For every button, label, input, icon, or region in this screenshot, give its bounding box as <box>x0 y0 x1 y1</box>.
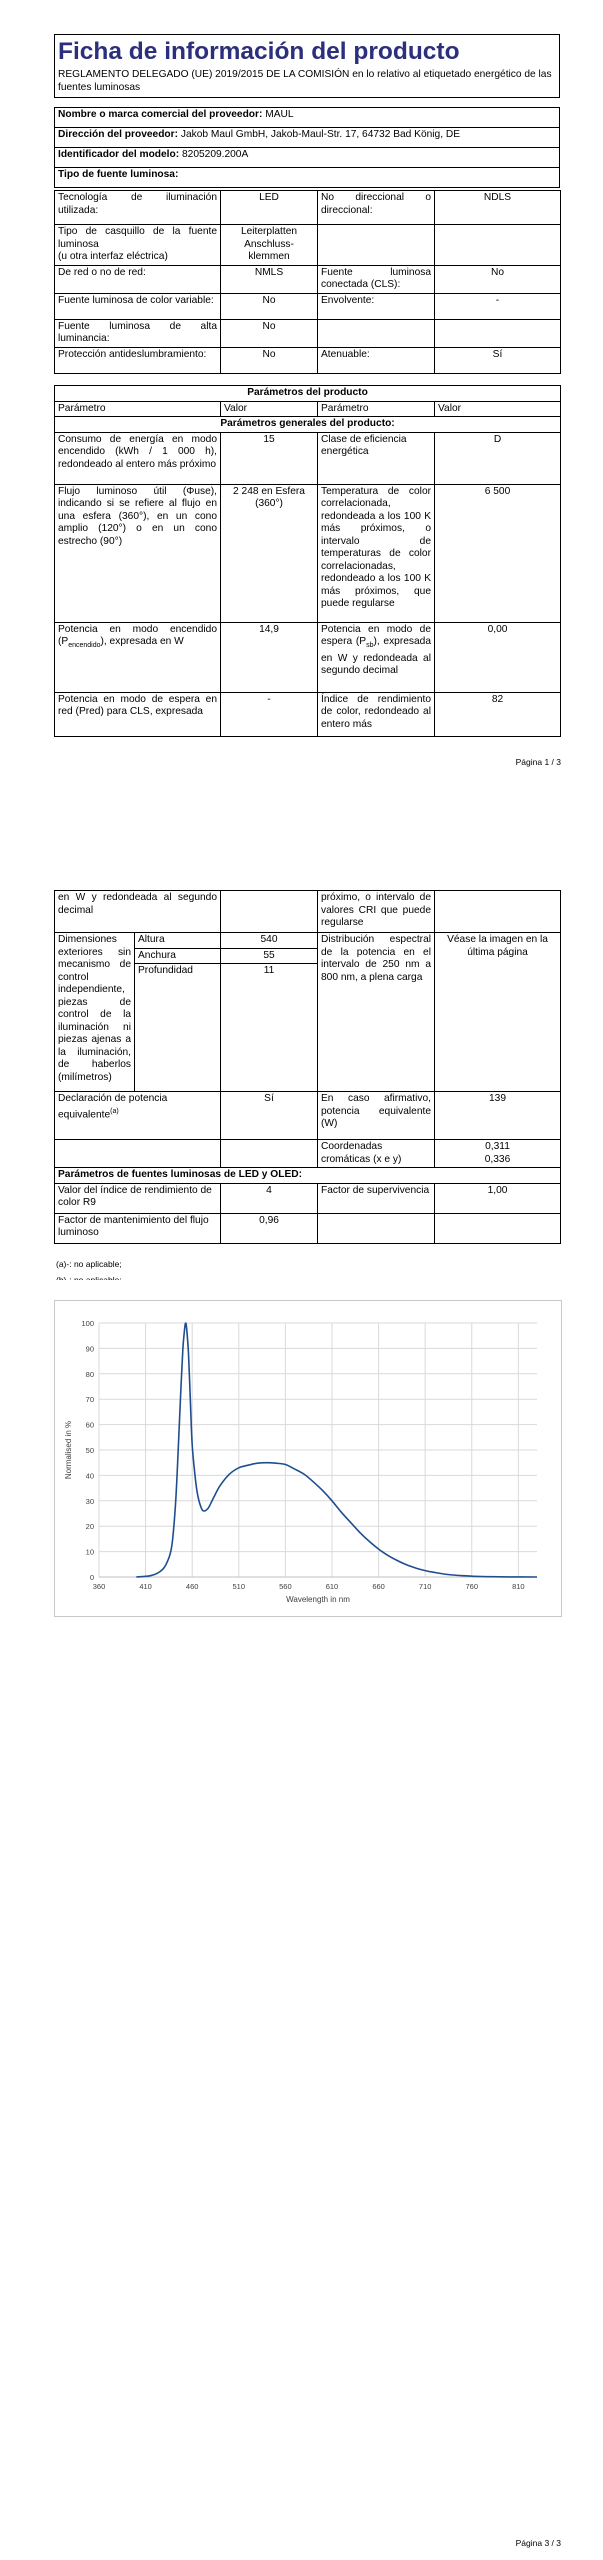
flux-label: Flujo luminoso útil (Φuse), indicando si se refiere al flujo en una esfera (360°), en un cono amplio (120°) o en un cono estrecho (90°) <box>55 484 221 622</box>
supplier-name-label: Nombre o marca comercial del proveedor: <box>58 109 263 120</box>
x-tick-label: 610 <box>325 1582 339 1591</box>
type-label-1: Tipo de casquillo de la fuente luminosa (u otra interfaz eléctrica) <box>55 225 221 266</box>
chroma-y: 0,336 <box>484 1153 511 1165</box>
type-label-3: Fuente luminosa de color variable: <box>55 293 221 319</box>
footnote-a: (a)-: no aplicable; <box>56 1259 122 1269</box>
equivalent-watt-label: En caso afirmativo, potencia equivalente (W) <box>318 1092 435 1140</box>
y-tick-label: 60 <box>85 1420 94 1430</box>
y-tick-label: 0 <box>89 1573 94 1582</box>
type-label-2: De red o no de red: <box>55 265 221 293</box>
model-label: Identificador del modelo: <box>58 149 180 160</box>
general-header-row <box>55 417 561 433</box>
chromaticity-label: Coordenadas cromáticas (x e y) <box>318 1140 435 1168</box>
equivalent-power-label: Declaración de potencia equivalente$^{(a)}$ <box>55 1092 221 1140</box>
type-value2-3: - <box>435 293 561 319</box>
params-header: Parámetros del producto <box>55 386 561 402</box>
type-value-3: No <box>221 293 318 319</box>
type-label-5: Protección antideslumbramiento: <box>55 347 221 373</box>
x-tick-label: 410 <box>139 1582 152 1591</box>
type-value2-5: Sí <box>435 347 561 373</box>
type-row-0 <box>55 191 561 225</box>
regulation-text: REGLAMENTO DELEGADO (UE) 2019/2015 DE LA COMISIÓN en lo relativo al etiquetado energético de las fuentes luminosas <box>58 69 552 93</box>
param-row-flux <box>55 484 561 622</box>
dimension-row-height <box>55 933 561 949</box>
page-number-3: Página 3 / 3 <box>515 2538 561 2548</box>
dim-value-height: 540 <box>221 933 318 949</box>
x-tick-label: 660 <box>372 1582 385 1591</box>
y-tick-label: 30 <box>85 1496 94 1506</box>
dim-value-width: 55 <box>221 948 318 964</box>
type-value-2: NMLS <box>221 265 318 293</box>
standby-label: Potencia en modo de espera $(P_{sb})$, expresada en W y redondeada al segundo decimal <box>318 622 435 692</box>
chromaticity-values <box>435 1140 561 1168</box>
supplier-name-value: MAUL <box>265 109 294 120</box>
cri-value: 82 <box>435 692 561 736</box>
supplier-table <box>54 107 560 188</box>
r9-label: Valor del índice de rendimiento de color R9 <box>55 1183 221 1213</box>
standby-value: 0,00 <box>435 622 561 692</box>
r9-value: 4 <box>221 1183 318 1213</box>
param-row-network-standby-part1 <box>55 692 561 736</box>
y-tick-label: 20 <box>85 1522 94 1532</box>
efficiency-value: D <box>435 432 561 484</box>
model-value: 8205209.200A <box>181 149 249 160</box>
param-row-network-standby-part2 <box>55 891 561 933</box>
network-standby-value: - <box>221 692 318 736</box>
network-standby-label-part1: Potencia en modo de espera en red (Pred) para CLS, expresada <box>55 692 221 736</box>
dim-name-depth: Profundidad <box>135 964 221 1092</box>
model-row <box>55 148 560 168</box>
x-axis-label: Wavelength in nm <box>286 1595 350 1604</box>
cct-label: Temperatura de color correlacionada, redondeada a los 100 K más próximos, o intervalo de temperaturas de color correlacionadas, redondeado a los 100 K más próximos, que puede regularse <box>318 484 435 622</box>
document-header <box>54 34 560 98</box>
led-header: Parámetros de fuentes luminosas de LED y OLED: <box>55 1168 561 1184</box>
y-tick-label: 80 <box>85 1369 94 1379</box>
params-columns-row <box>55 401 561 417</box>
product-parameters-table <box>54 385 561 737</box>
type-value2-1 <box>435 225 561 266</box>
document-title: Ficha de información del producto <box>58 38 460 65</box>
page-1 <box>0 0 603 780</box>
cct-value: 6 500 <box>435 484 561 622</box>
x-tick-label: 810 <box>512 1582 525 1591</box>
y-tick-label: 90 <box>85 1344 94 1354</box>
type-label: Tipo de fuente luminosa: <box>55 168 560 188</box>
type-row <box>55 168 560 188</box>
type-row-4 <box>55 319 561 347</box>
dim-name-width: Anchura <box>135 948 221 964</box>
type-label2-4 <box>318 319 435 347</box>
type-value-5: No <box>221 347 318 373</box>
network-standby-label-part2: en W y redondeada al segundo decimal <box>55 891 221 933</box>
spectral-chart-svg <box>55 1301 563 1618</box>
energy-label: Consumo de energía en modo encendido (kWh / 1 000 h), redondeado al entero más próximo <box>55 432 221 484</box>
param-row-power <box>55 622 561 692</box>
y-tick-label: 70 <box>85 1395 94 1405</box>
col-value-1: Valor <box>221 401 318 417</box>
power-on-value: 14,9 <box>221 622 318 692</box>
col-param-2: Parámetro <box>318 401 435 417</box>
supplier-name-row <box>55 108 560 128</box>
y-axis-label: Normalised in % <box>64 1420 73 1480</box>
led-header-row <box>55 1168 561 1184</box>
col-value-2: Valor <box>435 401 561 417</box>
x-tick-label: 710 <box>418 1582 432 1591</box>
type-value2-4 <box>435 319 561 347</box>
type-value-0: LED <box>221 191 318 225</box>
page-number-1: Página 1 / 3 <box>515 757 561 767</box>
spectral-chart <box>54 1300 562 1617</box>
efficiency-label: Clase de eficiencia energética <box>318 432 435 484</box>
power-on-label: Potencia en modo encendido $(P_{encendido})$, expresada en W <box>55 622 221 692</box>
x-tick-label: 510 <box>232 1582 246 1591</box>
y-tick-label: 50 <box>85 1446 94 1455</box>
survival-label: Factor de supervivencia <box>318 1183 435 1213</box>
equivalent-power-value: Sí <box>221 1092 318 1140</box>
type-label2-1 <box>318 225 435 266</box>
type-row-2 <box>55 265 561 293</box>
maintenance-value: 0,96 <box>221 1213 318 1243</box>
x-tick-label: 560 <box>279 1582 292 1591</box>
chroma-x: 0,311 <box>485 1141 510 1152</box>
product-parameters-table-cont <box>54 890 561 1244</box>
y-tick-label: 100 <box>81 1319 94 1328</box>
type-label-0: Tecnología de iluminación utilizada: <box>55 191 221 225</box>
dim-value-depth: 11 <box>221 964 318 1092</box>
dim-name-height: Altura <box>135 933 221 949</box>
dimensions-label: Dimensiones exteriores sin mecanismo de control independiente, piezas de control de la iluminación ni piezas ajenas a la iluminación, de haberlos (milímetros) <box>55 933 135 1092</box>
cri-label-part2: próximo, o intervalo de valores CRI que puede regularse <box>318 891 435 933</box>
x-tick-label: 460 <box>185 1582 199 1591</box>
light-source-type-table <box>54 190 561 374</box>
param-row-energy <box>55 432 561 484</box>
supplier-address-value: Jakob Maul GmbH, Jakob-Maul-Str. 17, 64732 Bad König, DE <box>180 129 461 140</box>
x-tick-label: 360 <box>92 1582 106 1591</box>
chromaticity-row <box>55 1140 561 1168</box>
type-label2-2: Fuente luminosa conectada (CLS): <box>318 265 435 293</box>
type-value2-0: NDLS <box>435 191 561 225</box>
supplier-address-row <box>55 128 560 148</box>
equivalent-watt-value: 139 <box>435 1092 561 1140</box>
type-label-4: Fuente luminosa de alta luminancia: <box>55 319 221 347</box>
led-row-r9 <box>55 1183 561 1213</box>
type-label2-5: Atenuable: <box>318 347 435 373</box>
col-param-1: Parámetro <box>55 401 221 417</box>
type-label2-0: No direccional o direccional: <box>318 191 435 225</box>
y-tick-label: 10 <box>85 1547 94 1557</box>
spectral-dist-value: Véase la imagen en la última página <box>435 933 561 1092</box>
energy-value: 15 <box>221 432 318 484</box>
type-value-4: No <box>221 319 318 347</box>
type-value2-2: No <box>435 265 561 293</box>
page-3 <box>0 1280 603 2560</box>
led-row-maintenance <box>55 1213 561 1243</box>
general-header: Parámetros generales del producto: <box>55 417 561 433</box>
type-row-3 <box>55 293 561 319</box>
y-tick-label: 40 <box>85 1471 94 1481</box>
type-row-1 <box>55 225 561 266</box>
cri-label-part1: Índice de rendimiento de color, redondeado al entero más <box>318 692 435 736</box>
maintenance-label: Factor de mantenimiento del flujo luminoso <box>55 1213 221 1243</box>
x-tick-label: 760 <box>465 1582 479 1591</box>
flux-value: 2 248 en Esfera (360°) <box>221 484 318 622</box>
equivalent-power-row <box>55 1092 561 1140</box>
type-label2-3: Envolvente: <box>318 293 435 319</box>
params-header-row <box>55 386 561 402</box>
type-row-5 <box>55 347 561 373</box>
supplier-address-label: Dirección del proveedor: <box>58 129 179 140</box>
spectral-dist-label: Distribución espectral de la potencia en el intervalo de 250 nm a 800 nm, a plena carga <box>318 933 435 1092</box>
type-value-1: Leiterplatten Anschluss-klemmen <box>221 225 318 266</box>
survival-value: 1,00 <box>435 1183 561 1213</box>
